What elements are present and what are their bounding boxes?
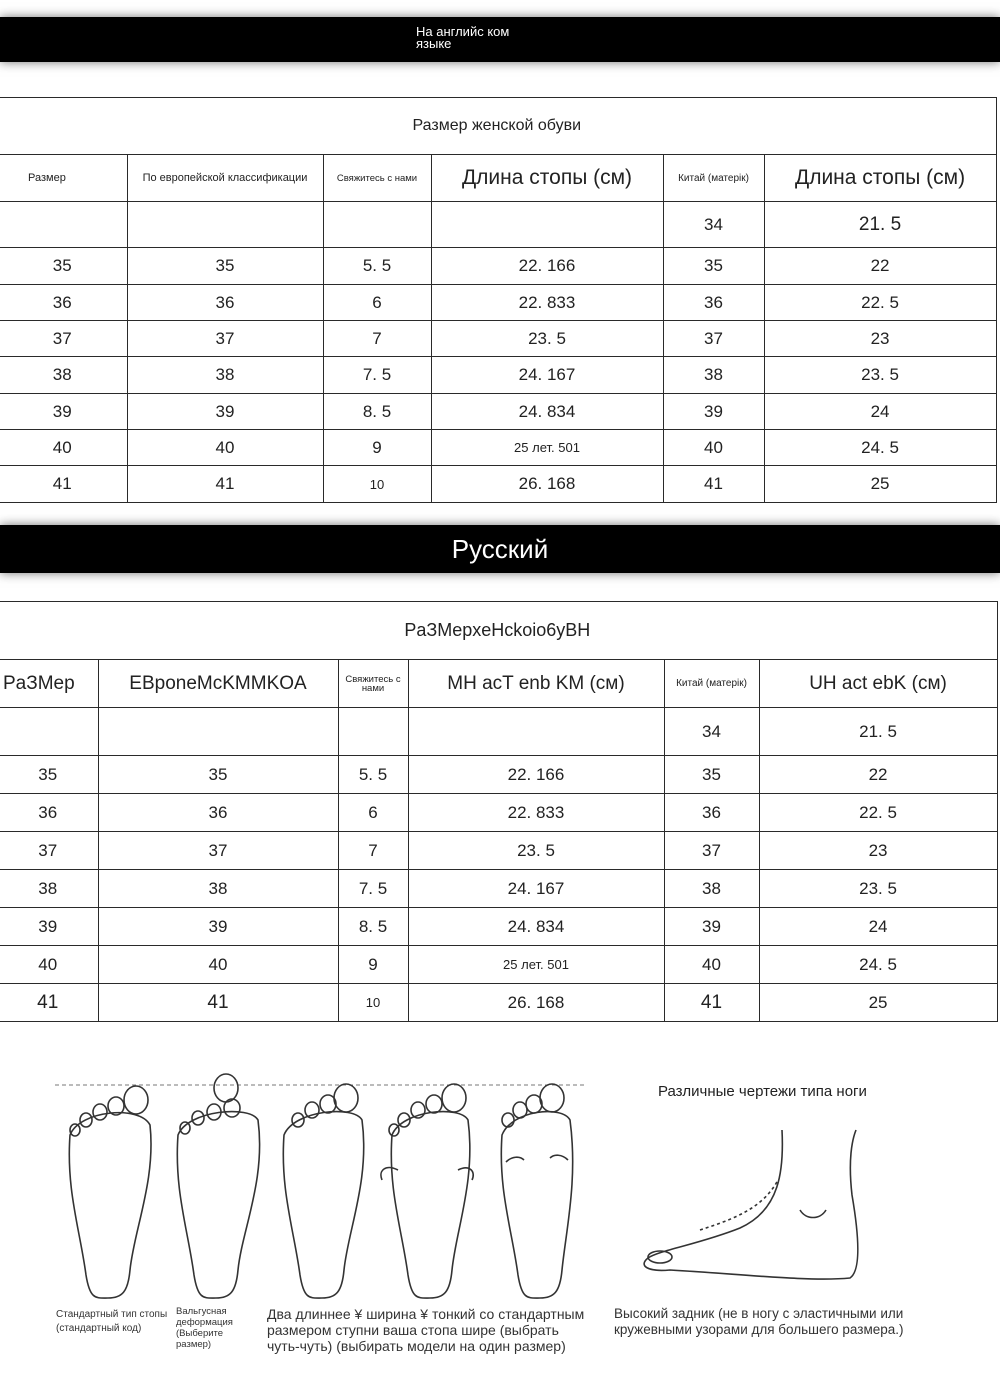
- header-size: PaЗMep: [0, 660, 98, 708]
- cell: 41: [663, 466, 764, 503]
- wide-foot-icon: [381, 1084, 473, 1298]
- cell: 25: [759, 984, 997, 1022]
- cell: 21. 5: [764, 202, 996, 248]
- cell: 38: [0, 357, 127, 394]
- cell: 7. 5: [338, 870, 408, 908]
- cell: 37: [663, 321, 764, 357]
- cell: 23. 5: [764, 357, 996, 394]
- cell: 8. 5: [323, 394, 431, 430]
- cell: 40: [0, 946, 98, 984]
- table-row: [0, 756, 997, 794]
- cell: 35: [0, 756, 98, 794]
- table-row: [0, 466, 996, 503]
- table-row: [0, 202, 996, 248]
- cell: 37: [664, 832, 759, 870]
- size-table-english: [0, 97, 997, 503]
- cell: 5. 5: [338, 756, 408, 794]
- table-row: [0, 430, 996, 466]
- cell: [338, 708, 408, 756]
- note-valgus: Вальгусная деформация (Выберите размер): [176, 1306, 233, 1350]
- cell: 36: [127, 285, 323, 321]
- cell: 24: [759, 908, 997, 946]
- cell: 39: [663, 394, 764, 430]
- cell: 35: [127, 248, 323, 285]
- cell: 24. 5: [759, 946, 997, 984]
- table-row: [0, 908, 997, 946]
- header-china: Китай (матерік): [663, 155, 764, 202]
- cell: 25 лет. 501: [431, 430, 663, 466]
- cell: [0, 708, 98, 756]
- cell: 34: [663, 202, 764, 248]
- header-foot-length-cn: UH act ebK (см): [759, 660, 997, 708]
- header-foot-length: MH acT enb KM (см): [408, 660, 664, 708]
- table-row: [0, 946, 997, 984]
- cell: 24. 5: [764, 430, 996, 466]
- side-foot-icon: [644, 1130, 858, 1279]
- cell: 22. 833: [431, 285, 663, 321]
- table-row: [0, 248, 996, 285]
- cell: 41: [0, 984, 98, 1022]
- cell: 9: [338, 946, 408, 984]
- size-table-russian: [0, 601, 998, 1022]
- cell: 35: [664, 756, 759, 794]
- cell: 22: [759, 756, 997, 794]
- cell: 6: [338, 794, 408, 832]
- cell: 22. 166: [431, 248, 663, 285]
- cell: 38: [98, 870, 338, 908]
- table-row: [0, 870, 997, 908]
- cell: 25: [764, 466, 996, 503]
- cell: 39: [664, 908, 759, 946]
- cell: 23: [759, 832, 997, 870]
- cell: 38: [664, 870, 759, 908]
- cell: 22. 5: [764, 285, 996, 321]
- cell: 40: [0, 430, 127, 466]
- cell: [431, 202, 663, 248]
- cell: 36: [664, 794, 759, 832]
- header-foot-length: Длина стопы (см): [431, 155, 663, 202]
- cell: 24. 834: [408, 908, 664, 946]
- table-row: [0, 357, 996, 394]
- english-banner-title: На английс ком языке: [416, 24, 510, 51]
- cell: 24. 167: [408, 870, 664, 908]
- cell: [323, 202, 431, 248]
- cell: 37: [0, 832, 98, 870]
- cell: 6: [323, 285, 431, 321]
- cell: 10: [338, 984, 408, 1022]
- table-row: [0, 394, 996, 430]
- cell: 26. 168: [431, 466, 663, 503]
- cell: 39: [127, 394, 323, 430]
- note-wide: Два длиннее ¥ ширина ¥ тонкий со стандартным размером ступни ваша стопа шире (выбрать чуть-чуть) (выбирать модели на один размер): [267, 1306, 585, 1354]
- cell: 40: [663, 430, 764, 466]
- english-banner: [0, 17, 1000, 62]
- cell: 36: [98, 794, 338, 832]
- cell: 37: [127, 321, 323, 357]
- cell: 36: [663, 285, 764, 321]
- cell: [408, 708, 664, 756]
- cell: [127, 202, 323, 248]
- cell: 26. 168: [408, 984, 664, 1022]
- table-row: [0, 321, 996, 357]
- cell: 38: [127, 357, 323, 394]
- cell: 41: [98, 984, 338, 1022]
- cell: 22. 166: [408, 756, 664, 794]
- cell: 10: [323, 466, 431, 503]
- cell: 23. 5: [408, 832, 664, 870]
- cell: 40: [664, 946, 759, 984]
- russian-banner: [0, 525, 1000, 573]
- cell: 5. 5: [323, 248, 431, 285]
- cell: 39: [0, 394, 127, 430]
- cell: 22: [764, 248, 996, 285]
- cell: 25 лет. 501: [408, 946, 664, 984]
- cell: 9: [323, 430, 431, 466]
- table-row: [0, 708, 997, 756]
- cell: 22. 5: [759, 794, 997, 832]
- russian-banner-title: Русский: [451, 534, 549, 564]
- cell: 35: [663, 248, 764, 285]
- cell: 22. 833: [408, 794, 664, 832]
- table-header-row: [0, 155, 996, 202]
- cell: 40: [127, 430, 323, 466]
- cell: 35: [0, 248, 127, 285]
- cell: 37: [0, 321, 127, 357]
- cell: 38: [0, 870, 98, 908]
- cell: 41: [664, 984, 759, 1022]
- cell: 21. 5: [759, 708, 997, 756]
- note-high: Высокий задник (не в ногу с эластичными или кружевными узорами для большего размера.): [614, 1306, 904, 1337]
- cell: 40: [98, 946, 338, 984]
- cell: 23: [764, 321, 996, 357]
- table-row: [0, 794, 997, 832]
- cell: 7. 5: [323, 357, 431, 394]
- cell: 7: [338, 832, 408, 870]
- header-size: Размер: [0, 155, 127, 202]
- cell: 39: [98, 908, 338, 946]
- cell: 41: [127, 466, 323, 503]
- cell: 34: [664, 708, 759, 756]
- header-eu: По европейской классификации: [127, 155, 323, 202]
- cell: 38: [663, 357, 764, 394]
- cell: 24: [764, 394, 996, 430]
- table-row: [0, 832, 997, 870]
- note-standard: Стандартный тип стопы (стандартный код): [56, 1309, 168, 1334]
- cell: 7: [323, 321, 431, 357]
- header-eu: EBponeMcKMMKOA: [98, 660, 338, 708]
- cell: 36: [0, 794, 98, 832]
- long-toes-foot-icon: [283, 1084, 363, 1298]
- cell: 39: [0, 908, 98, 946]
- table-caption: Размер женской обуви: [0, 98, 996, 155]
- table-header-row: [0, 660, 997, 708]
- valgus-foot-icon: [177, 1074, 259, 1298]
- cell: 41: [0, 466, 127, 503]
- header-contact: Свяжитесь с нами: [323, 155, 431, 202]
- cell: [0, 202, 127, 248]
- foot-types-title: Различные чертежи типа ноги: [658, 1083, 867, 1100]
- cell: 36: [0, 285, 127, 321]
- cell: 37: [98, 832, 338, 870]
- cell: [98, 708, 338, 756]
- cell: 24. 167: [431, 357, 663, 394]
- cell: 8. 5: [338, 908, 408, 946]
- cell: 23. 5: [759, 870, 997, 908]
- header-foot-length-cn: Длина стопы (см): [764, 155, 996, 202]
- header-china: Китай (матерік): [664, 660, 759, 708]
- standard-foot-icon: [69, 1086, 151, 1298]
- header-contact: Свяжитесь с нами: [338, 660, 408, 708]
- cell: 24. 834: [431, 394, 663, 430]
- table-row: [0, 984, 997, 1022]
- narrow-foot-icon: [501, 1084, 572, 1298]
- cell: 35: [98, 756, 338, 794]
- table-caption: PaЗMepxeHckoio6yBH: [0, 602, 997, 660]
- table-row: [0, 285, 996, 321]
- cell: 23. 5: [431, 321, 663, 357]
